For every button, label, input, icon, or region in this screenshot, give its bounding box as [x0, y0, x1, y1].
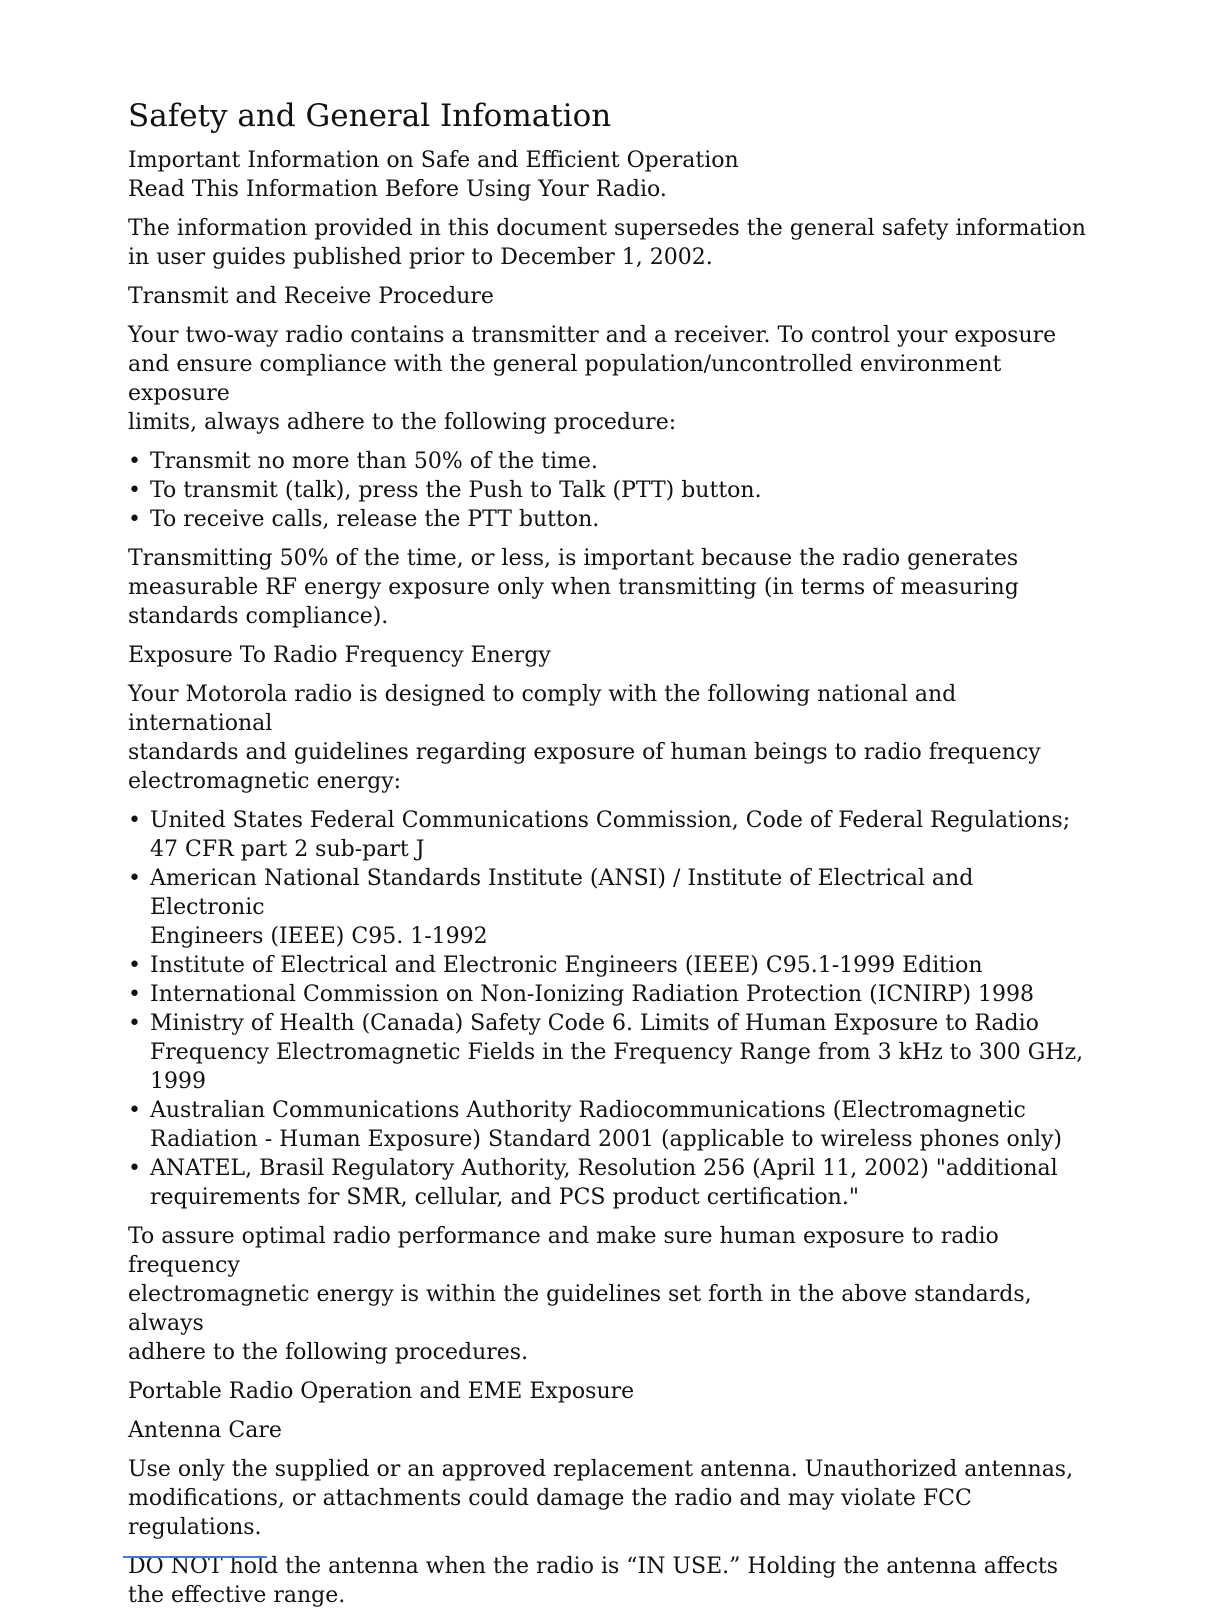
standards-bullet-line: Engineers (IEEE) C95. 1-1992: [150, 924, 488, 949]
transmit-note-line: standards compliance).: [128, 604, 389, 629]
supersedes-line: The information provided in this document supersedes the general safety information: [128, 216, 1086, 241]
standards-bullet-item: [128, 951, 1088, 980]
transmit-bullet-list: [128, 447, 1088, 534]
hold-antenna-paragraph: [128, 1552, 1088, 1610]
exposure-intro-line: standards and guidelines regarding exposure of human beings to radio frequency: [128, 740, 1041, 765]
supersedes-line: in user guides published prior to December 1, 2002.: [128, 245, 713, 270]
standards-bullet-line: • Australian Communications Authority Radiocommunications (Electromagnetic: [150, 1098, 1026, 1123]
standards-bullet-item: [128, 806, 1088, 864]
exposure-intro-paragraph: [128, 680, 1088, 796]
standards-bullet-item: [128, 1096, 1088, 1154]
assure-line: electromagnetic energy is within the guidelines set forth in the above standards, always: [128, 1282, 1032, 1336]
standards-bullet-line: • United States Federal Communications Commission, Code of Federal Regulations;: [150, 808, 1071, 833]
page-title: Safety and General Infomation: [128, 98, 612, 134]
transmit-note-line: measurable RF energy exposure only when transmitting (in terms of measuring: [128, 575, 1019, 600]
transmit-bullet-item: • Transmit no more than 50% of the time.: [128, 447, 1088, 476]
standards-bullet-line: • Ministry of Health (Canada) Safety Code 6. Limits of Human Exposure to Radio: [150, 1011, 1039, 1036]
transmit-intro-line: Your two-way radio contains a transmitter and a receiver. To control your exposure: [128, 323, 1057, 348]
standards-bullet-line: • International Commission on Non-Ionizing Radiation Protection (ICNIRP) 1998: [150, 982, 1035, 1007]
standards-bullet-line: • ANATEL, Brasil Regulatory Authority, Resolution 256 (April 11, 2002) "additional: [150, 1156, 1058, 1181]
standards-bullet-item: [128, 864, 1088, 951]
transmit-intro-paragraph: [128, 321, 1088, 437]
standards-bullet-line: Frequency Electromagnetic Fields in the Frequency Range from 3 kHz to 300 GHz,: [150, 1040, 1084, 1065]
footer-rule: [123, 1556, 267, 1558]
intro-paragraph: [128, 146, 1088, 204]
antenna-line: modifications, or attachments could damage the radio and may violate FCC regulations.: [128, 1486, 972, 1540]
assure-line: adhere to the following procedures.: [128, 1340, 529, 1365]
transmit-intro-line: limits, always adhere to the following procedure:: [128, 410, 677, 435]
standards-bullet-item: [128, 1154, 1088, 1212]
transmit-heading: Transmit and Receive Procedure: [128, 284, 494, 309]
antenna-heading: Antenna Care: [128, 1418, 282, 1443]
document-body-top: [128, 96, 1088, 1620]
antenna-paragraph: [128, 1455, 1088, 1542]
standards-bullet-line: 47 CFR part 2 sub-part J: [150, 837, 425, 862]
standards-bullet-item: [128, 980, 1088, 1009]
exposure-intro-line: Your Motorola radio is designed to comply with the following national and international: [128, 682, 957, 736]
hold-antenna-line: DO NOT hold the antenna when the radio is “IN USE.” Holding the antenna affects: [128, 1554, 1059, 1579]
exposure-heading: Exposure To Radio Frequency Energy: [128, 643, 551, 668]
standards-bullet-line: requirements for SMR, cellular, and PCS product certification.": [150, 1185, 859, 1210]
standards-bullet-line: Radiation - Human Exposure) Standard 2001 (applicable to wireless phones only): [150, 1127, 1063, 1152]
transmit-bullet-item: • To receive calls, release the PTT button.: [128, 505, 1088, 534]
portable-heading: Portable Radio Operation and EME Exposure: [128, 1379, 635, 1404]
assure-line: To assure optimal radio performance and make sure human exposure to radio frequency: [128, 1224, 999, 1278]
standards-bullet-line: • Institute of Electrical and Electronic Engineers (IEEE) C95.1-1999 Edition: [150, 953, 983, 978]
hold-antenna-line: the effective range.: [128, 1583, 346, 1608]
transmit-bullet-item: • To transmit (talk), press the Push to Talk (PTT) button.: [128, 476, 1088, 505]
standards-bullet-line: 1999: [150, 1069, 206, 1094]
antenna-line: Use only the supplied or an approved replacement antenna. Unauthorized antennas,: [128, 1457, 1074, 1482]
transmit-intro-line: and ensure compliance with the general population/uncontrolled environment exposure: [128, 352, 1002, 406]
standards-bullet-item: [128, 1009, 1088, 1096]
transmit-note-line: Transmitting 50% of the time, or less, is important because the radio generates: [128, 546, 1019, 571]
exposure-intro-line: electromagnetic energy:: [128, 769, 402, 794]
assure-paragraph: [128, 1222, 1088, 1367]
transmit-note-paragraph: [128, 544, 1088, 631]
standards-bullet-line: • American National Standards Institute (ANSI) / Institute of Electrical and Electronic: [150, 866, 974, 920]
supersedes-paragraph: [128, 214, 1088, 272]
intro-line: Important Information on Safe and Efficient Operation: [128, 148, 739, 173]
intro-line: Read This Information Before Using Your Radio.: [128, 177, 667, 202]
standards-bullet-list: [128, 806, 1088, 1212]
